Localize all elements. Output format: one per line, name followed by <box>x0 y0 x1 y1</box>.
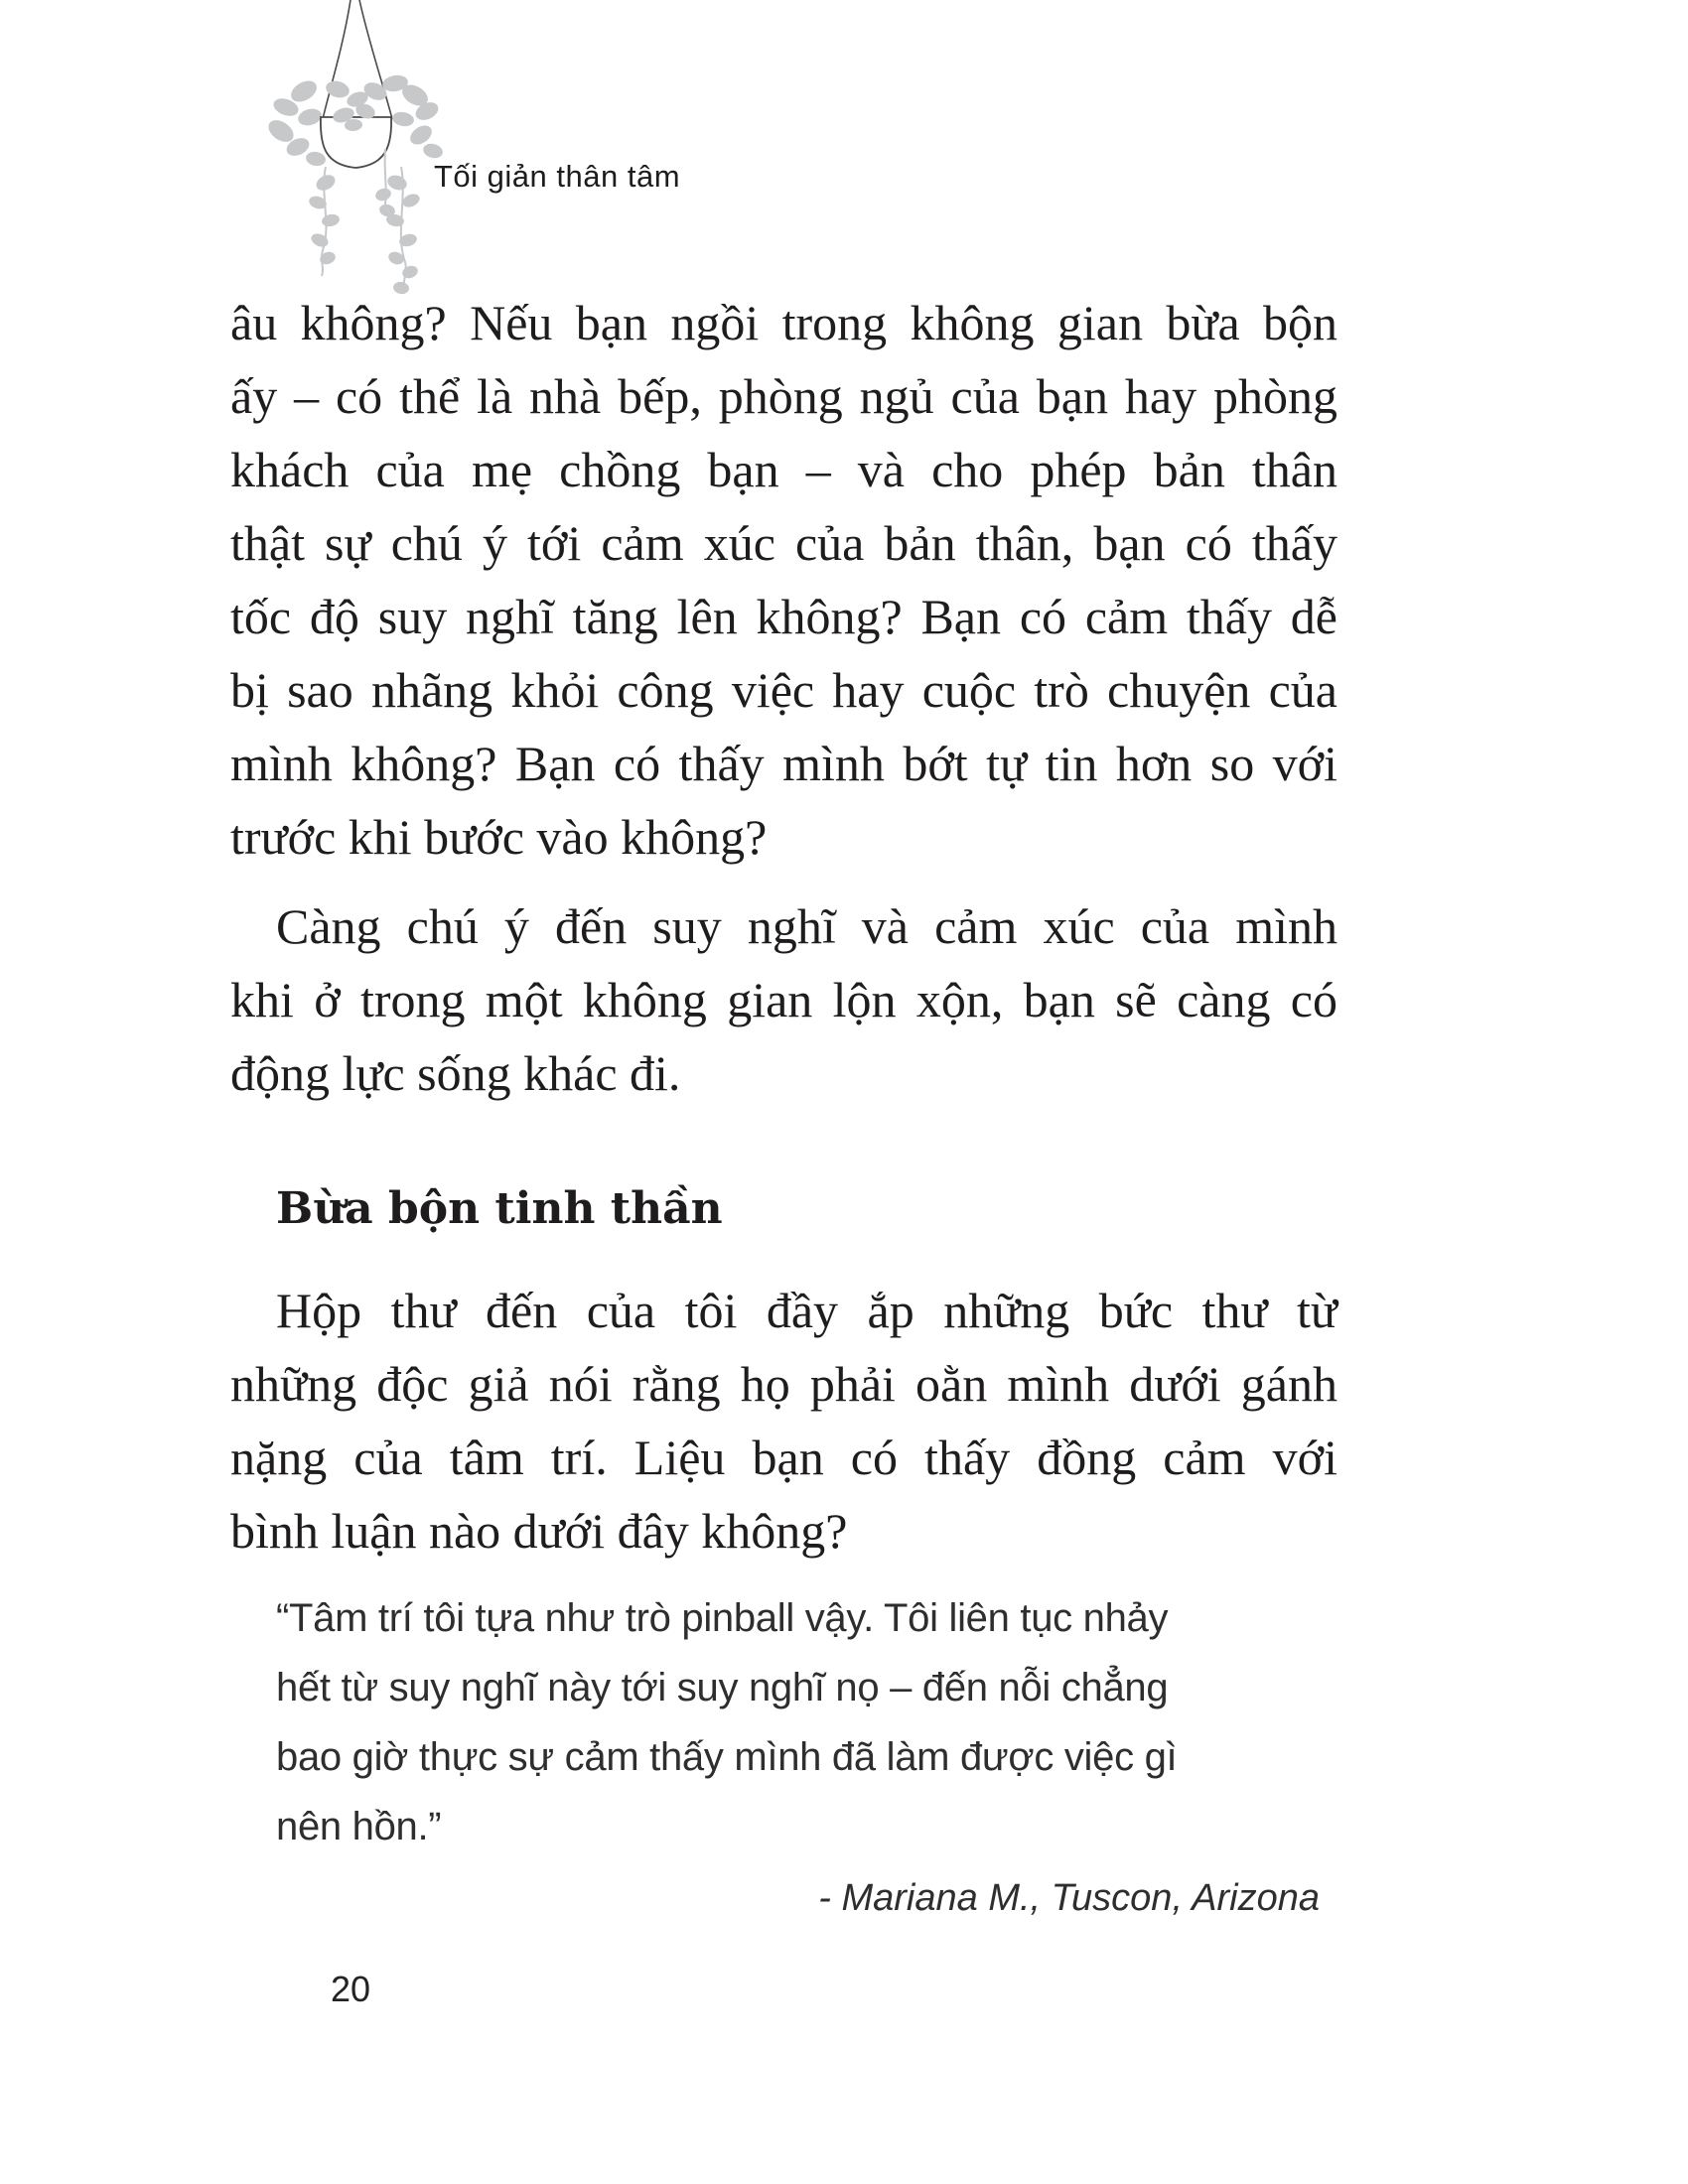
text-line: khi ở trong một không gian lộn xộn, bạn sẽ càng có <box>230 972 1337 1027</box>
text-line: những độc giả nói rằng họ phải oằn mình dưới gánh <box>230 1356 1337 1412</box>
text-line: mình không? Bạn có thấy mình bớt tự tin hơn so với <box>230 736 1337 791</box>
text-line: “Tâm trí tôi tựa như trò pinball vậy. Tôi liên tục nhảy <box>276 1596 1169 1640</box>
text-line: thật sự chú ý tới cảm xúc của bản thân, bạn có thấy <box>230 515 1337 571</box>
page-content <box>230 286 1337 1923</box>
hanging-plant-illustration <box>226 0 475 298</box>
running-head-book-title: Tối giản thân tâm <box>434 159 681 194</box>
text-line: hết từ suy nghĩ này tới suy nghĩ nọ – đến nỗi chẳng <box>276 1666 1169 1709</box>
plant-hanger-string <box>323 0 351 119</box>
text-line: Hộp thư đến của tôi đầy ắp những bức thư từ <box>276 1283 1337 1338</box>
text-line: bao giờ thực sự cảm thấy mình đã làm được việc gì <box>276 1735 1178 1779</box>
paragraph-3 <box>230 1274 1337 1568</box>
paragraph-1 <box>230 286 1337 874</box>
text-line: nên hồn.” <box>276 1805 442 1848</box>
quote-attribution: - Mariana M., Tuscon, Arizona <box>818 1877 1320 1919</box>
text-line: tốc độ suy nghĩ tăng lên không? Bạn có cảm thấy dễ <box>230 589 1337 644</box>
text-line: bình luận nào dưới đây không? <box>230 1503 848 1559</box>
paragraph-2 <box>230 889 1337 1110</box>
text-line: nặng của tâm trí. Liệu bạn có thấy đồng cảm với <box>230 1430 1337 1485</box>
text-line: khách của mẹ chồng bạn – và cho phép bản thân <box>230 442 1337 497</box>
page-number: 20 <box>331 1969 371 2009</box>
text-line: âu không? Nếu bạn ngồi trong không gian bừa bộn <box>230 295 1337 350</box>
section-heading: Bừa bộn tinh thần <box>276 1183 723 1234</box>
text-line: ấy – có thể là nhà bếp, phòng ngủ của bạn hay phòng <box>230 368 1337 424</box>
reader-quote <box>230 1583 1337 1861</box>
text-line: động lực sống khác đi. <box>230 1045 681 1101</box>
text-line: trước khi bước vào không? <box>230 809 768 865</box>
text-line: Càng chú ý đến suy nghĩ và cảm xúc của mình <box>276 898 1337 954</box>
text-line: bị sao nhãng khỏi công việc hay cuộc trò chuyện của <box>230 662 1337 718</box>
